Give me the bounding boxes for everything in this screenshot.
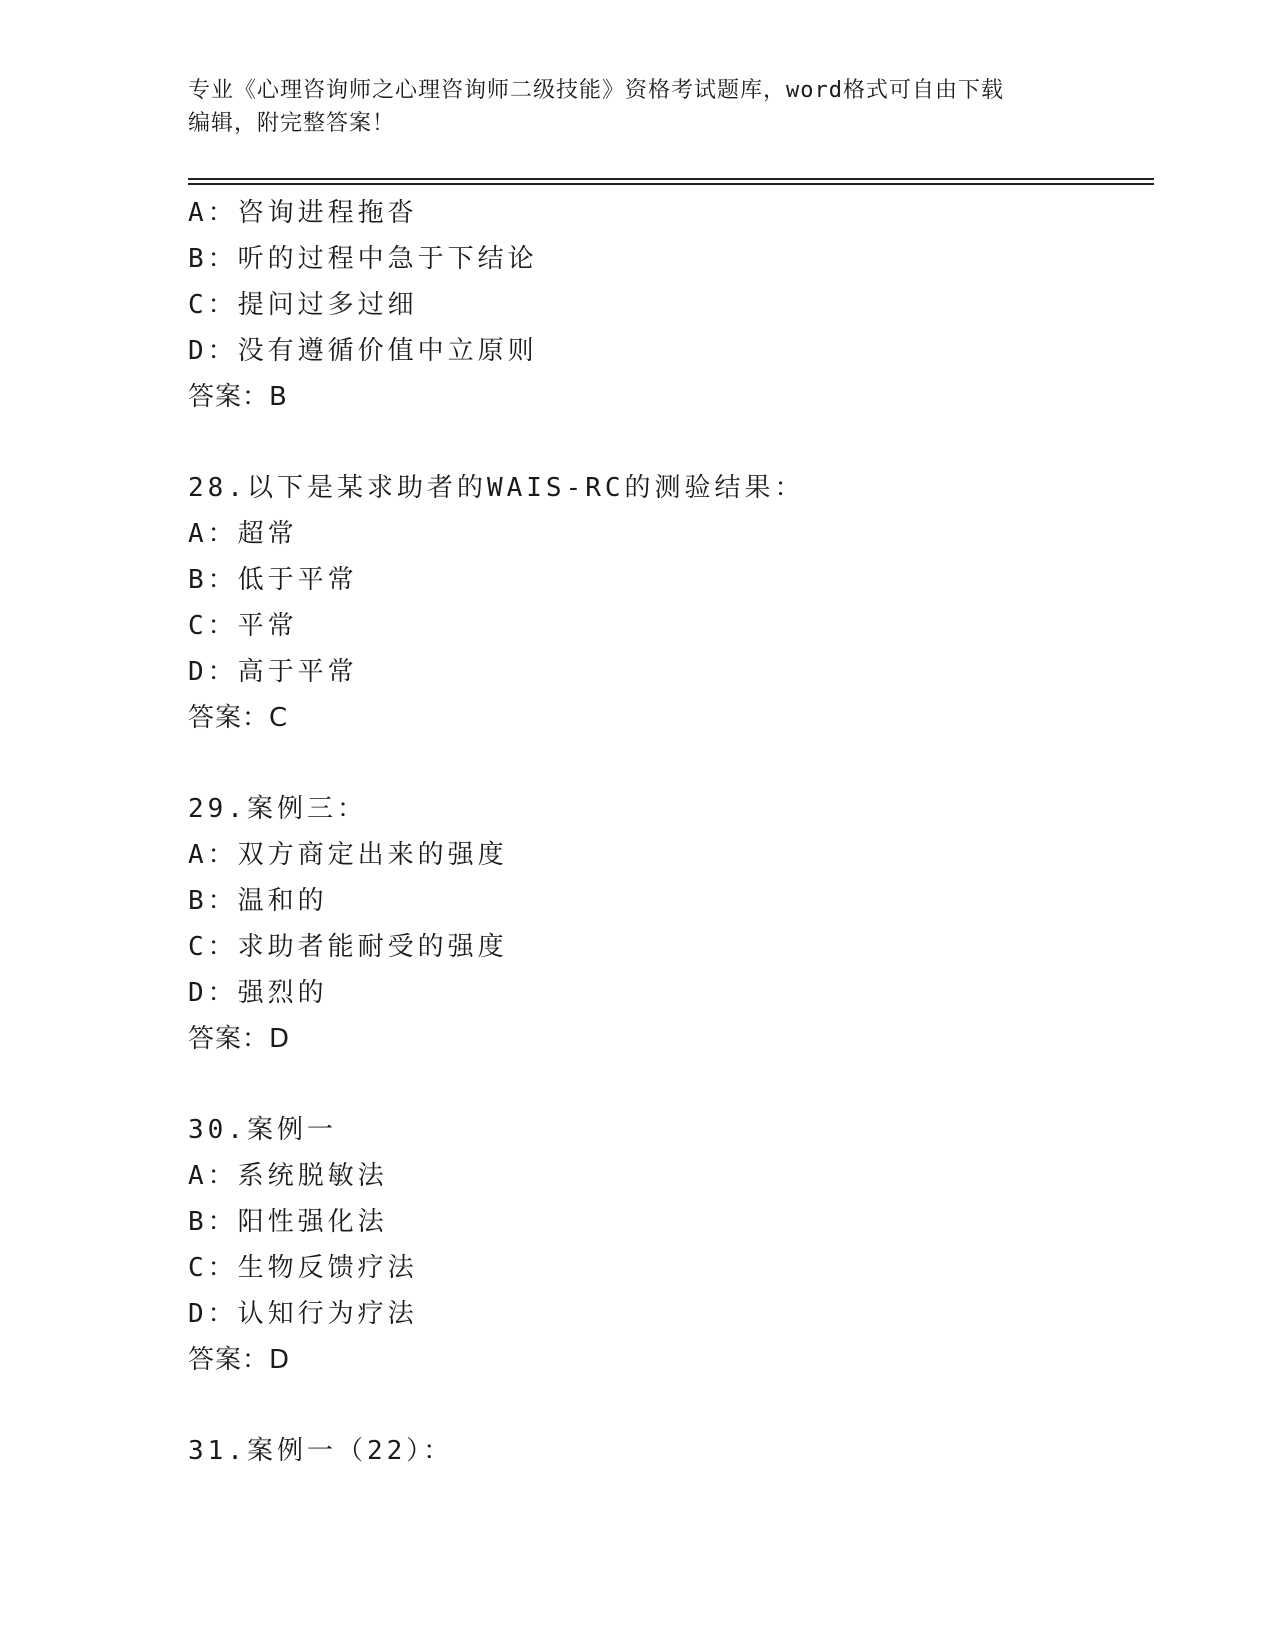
block-spacer <box>188 741 1148 786</box>
option-b: B：低于平常 <box>188 565 358 595</box>
option-d: D：认知行为疗法 <box>188 1299 418 1329</box>
question-stem: 28.以下是某求助者的WAIS-RC的测验结果： <box>188 473 805 503</box>
answer-line: 答案：D <box>188 1024 291 1054</box>
question-block-31 <box>188 1428 1148 1474</box>
question-block-27 <box>188 190 1148 420</box>
block-spacer <box>188 420 1148 465</box>
header-divider-bottom <box>188 183 1154 185</box>
header-line-1: 专业《心理咨询师之心理咨询师二级技能》资格考试题库，word格式可自由下载 <box>188 78 1004 103</box>
option-d: D：没有遵循价值中立原则 <box>188 336 538 366</box>
block-spacer <box>188 1062 1148 1107</box>
answer-line: 答案：D <box>188 1345 291 1375</box>
header-divider-top <box>188 178 1154 180</box>
question-block-29 <box>188 786 1148 1062</box>
option-a: A：双方商定出来的强度 <box>188 840 508 870</box>
question-block-28 <box>188 465 1148 741</box>
option-c: C：平常 <box>188 611 298 641</box>
option-b: B：温和的 <box>188 886 328 916</box>
option-d: D：强烈的 <box>188 978 328 1008</box>
option-b: B：阳性强化法 <box>188 1207 388 1237</box>
question-stem: 30.案例一 <box>188 1115 337 1145</box>
answer-line: 答案：C <box>188 703 289 733</box>
option-a: A：系统脱敏法 <box>188 1161 388 1191</box>
block-spacer <box>188 1383 1148 1428</box>
question-stem: 29.案例三： <box>188 794 367 824</box>
answer-line: 答案：B <box>188 382 288 412</box>
option-d: D：高于平常 <box>188 657 358 687</box>
option-b: B：听的过程中急于下结论 <box>188 244 538 274</box>
question-block-30 <box>188 1107 1148 1383</box>
option-a: A：咨询进程拖沓 <box>188 198 418 228</box>
option-c: C：生物反馈疗法 <box>188 1253 418 1283</box>
question-stem: 31.案例一（22）： <box>188 1436 454 1466</box>
question-list <box>188 190 1148 1474</box>
header-line-2: 编辑，附完整答案！ <box>188 111 396 136</box>
option-c: C：求助者能耐受的强度 <box>188 932 508 962</box>
document-header <box>188 74 1068 140</box>
option-a: A：超常 <box>188 519 298 549</box>
option-c: C：提问过多过细 <box>188 290 418 320</box>
